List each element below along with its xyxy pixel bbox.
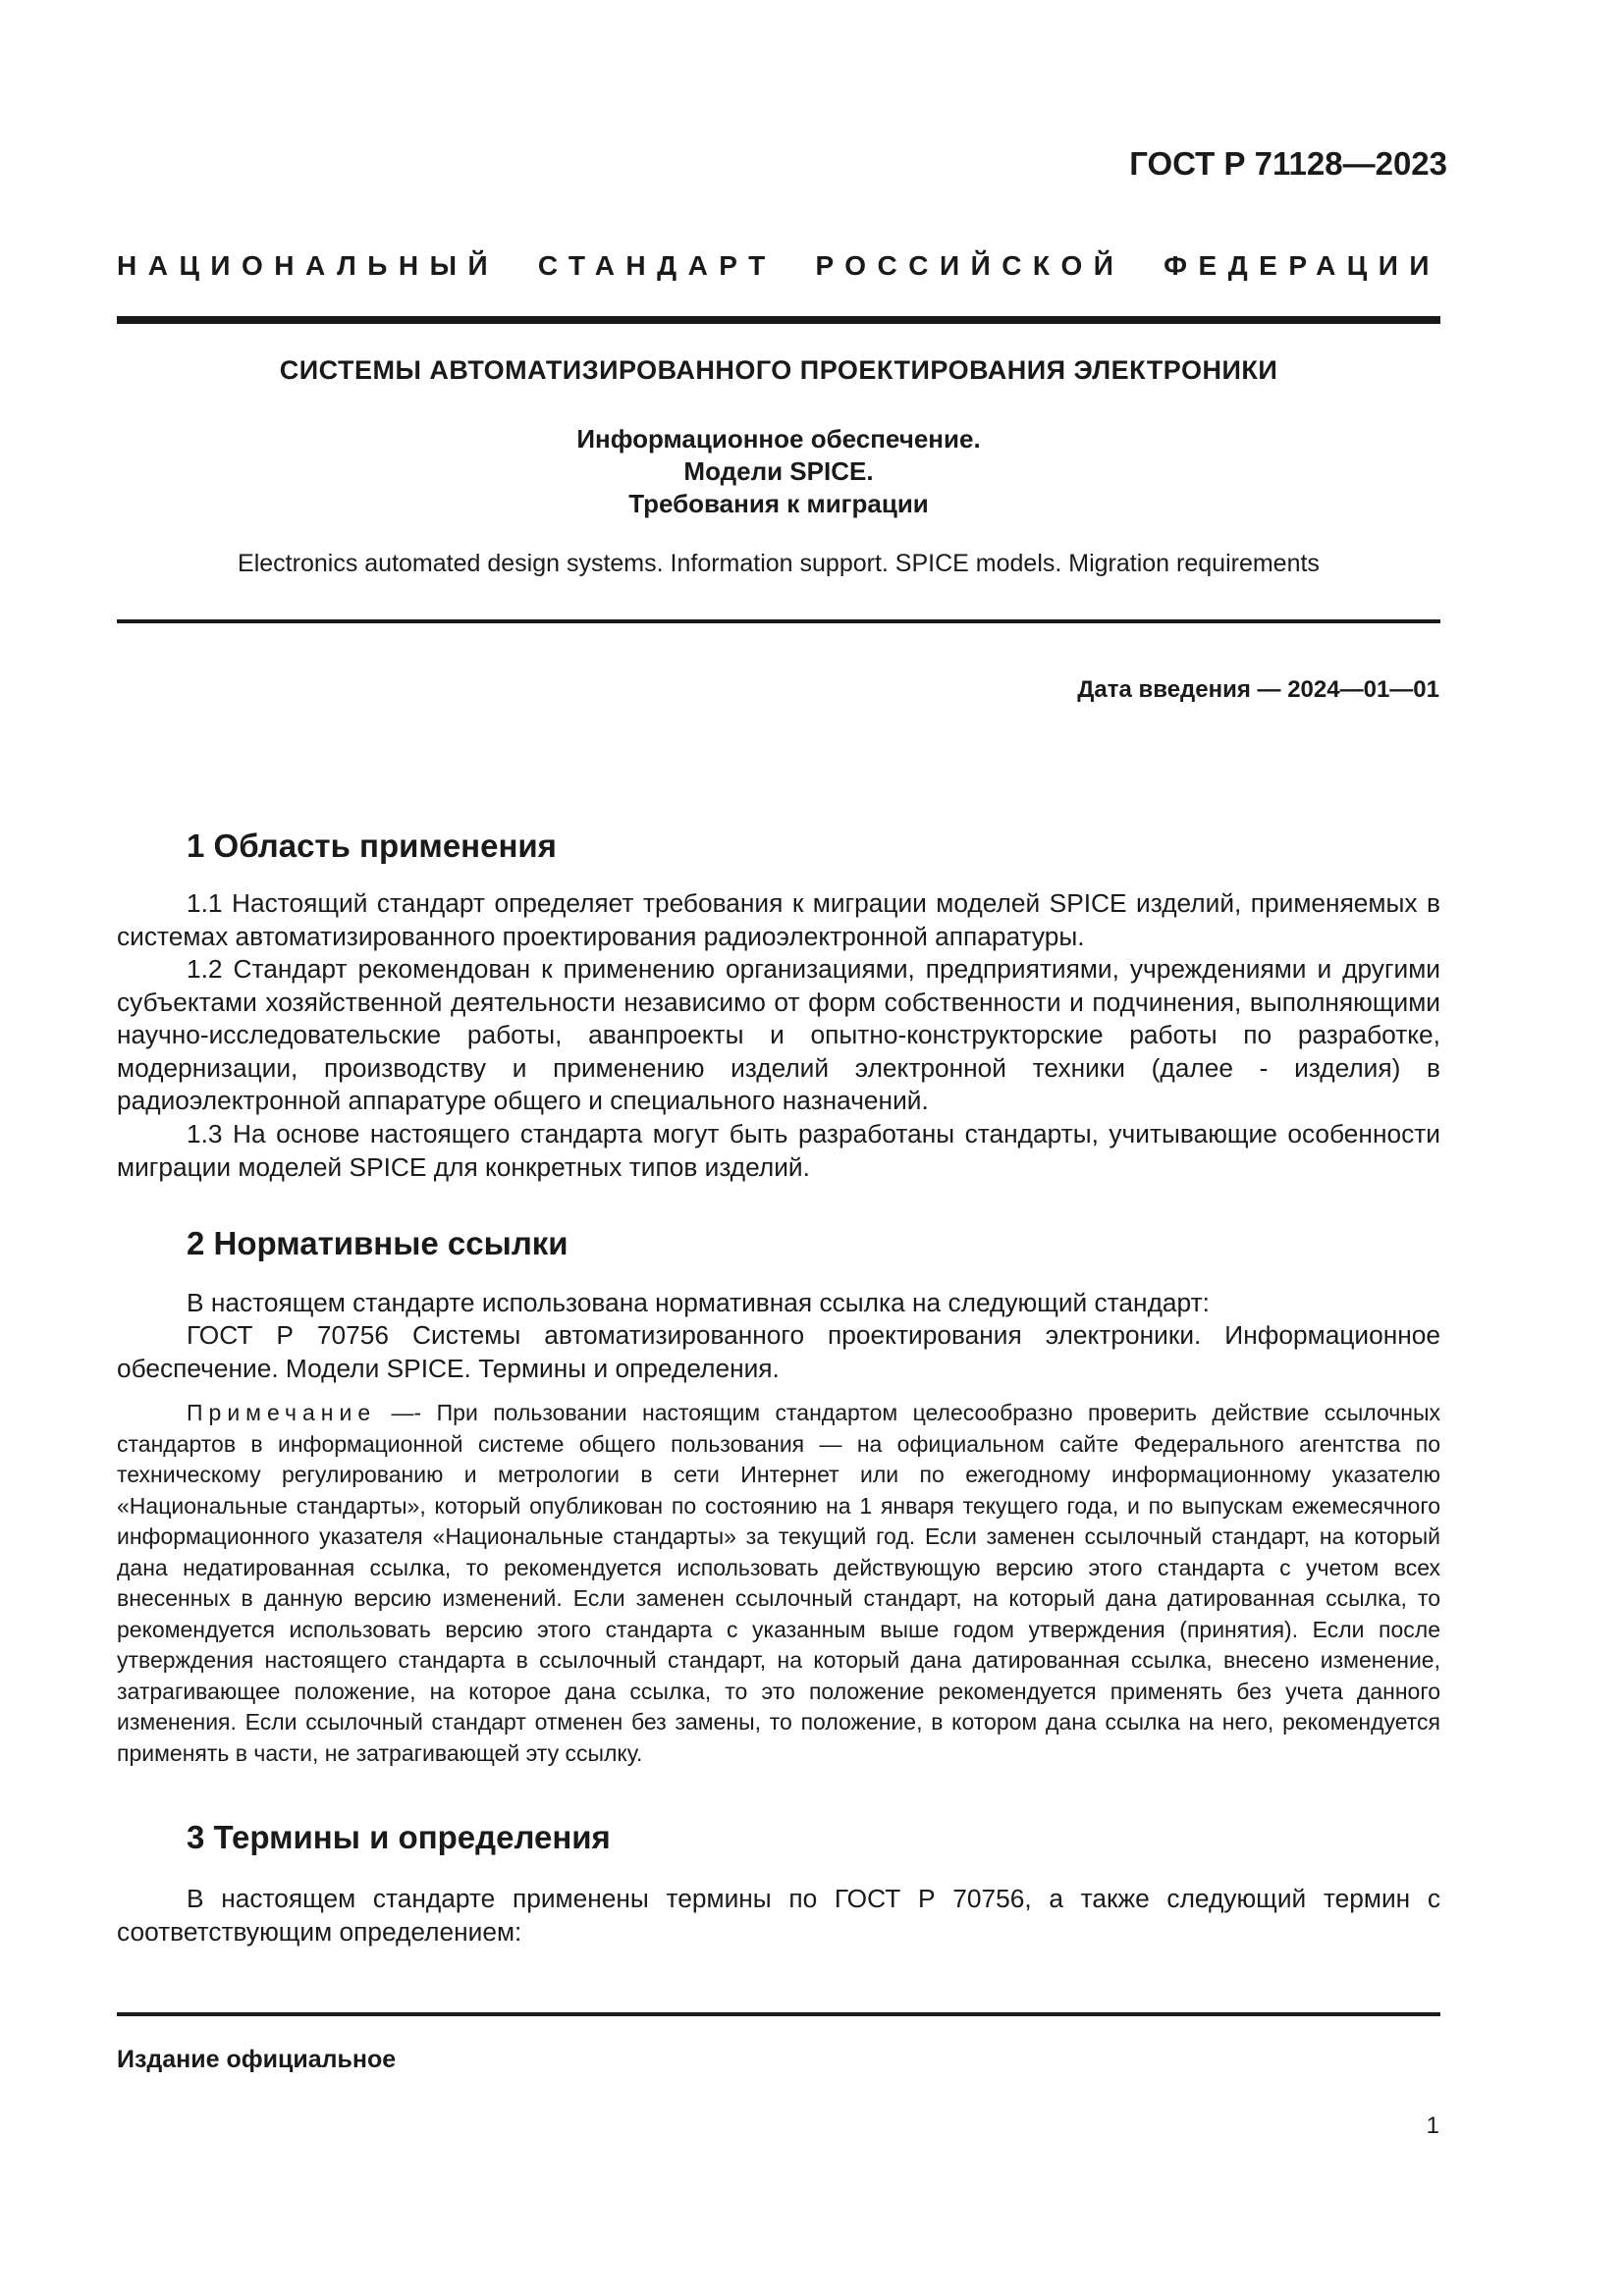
paragraph-2-1: В настоящем стандарте использована нормативная ссылка на следующий стандарт:: [187, 1288, 1210, 1317]
header-rule: [117, 316, 1440, 324]
subtitle-line-3: Требования к миграции: [628, 489, 929, 518]
section-3-heading: 3 Термины и определения: [187, 1819, 611, 1855]
note-paragraph: [117, 1398, 1440, 1769]
section-2-heading: 2 Нормативные ссылки: [187, 1225, 568, 1261]
subtitle-line-1: Информационное обеспечение.: [576, 424, 981, 454]
document-code: ГОСТ Р 71128—2023: [1129, 145, 1447, 182]
subtitle-line-2: Модели SPICE.: [683, 456, 874, 486]
title-rule: [117, 619, 1440, 623]
paragraph-1-2: 1.2 Стандарт рекомендован к применению организациями, предприятиями, учреждениями и другими субъектами хозяйственной деятельности независимо от форм собственности и подчинения, выполняющими научно-исследовательские работы, аванпроекты и опытно-конструкторские работы по разработке, модернизации, производству и применению изделий электронной техники (далее - изделия) в радиоэлектронной аппаратуре общего и специального назначений.: [117, 954, 1440, 1115]
national-standard-banner: НАЦИОНАЛЬНЫЙ СТАНДАРТ РОССИЙСКОЙ ФЕДЕРАЦИИ: [117, 250, 1440, 281]
document-title: СИСТЕМЫ АВТОМАТИЗИРОВАННОГО ПРОЕКТИРОВАНИЯ ЭЛЕКТРОНИКИ: [279, 355, 1278, 385]
english-title: Electronics automated design systems. Information support. SPICE models. Migration requirements: [238, 550, 1320, 577]
paragraph-2-2: ГОСТ Р 70756 Системы автоматизированного проектирования электроники. Информационное обеспечение. Модели SPICE. Термины и определения.: [117, 1320, 1440, 1383]
official-edition-label: Издание официальное: [117, 2046, 397, 2073]
section-1-heading: 1 Область применения: [187, 828, 557, 864]
footer-rule: [117, 2012, 1440, 2016]
paragraph-3-1: В настоящем стандарте применены термины по ГОСТ Р 70756, а также следующий термин с соответствующим определением:: [117, 1884, 1440, 1947]
page-number: 1: [1426, 2112, 1439, 2139]
paragraph-1-1: 1.1 Настоящий стандарт определяет требования к миграции моделей SPICE изделий, применяемых в системах автоматизированного проектирования радиоэлектронной аппаратуры.: [117, 888, 1440, 951]
note-label: Примечание: [187, 1400, 377, 1425]
introduction-date: Дата введения — 2024—01—01: [1077, 676, 1439, 703]
paragraph-1-3: 1.3 На основе настоящего стандарта могут быть разработаны стандарты, учитывающие особенности миграции моделей SPICE для конкретных типов изделий.: [117, 1119, 1440, 1182]
note-text: —- При пользовании настоящим стандартом целесообразно проверить действие ссылочных стандартов в информационной системе общего пользования — на официальном сайте Федерального агентства по техническому регулированию и метрологии в сети Интернет или по ежегодному информационному указателю «Национальные стандарты», который опубликован по состоянию на 1 января текущего года, и по выпускам ежемесячного информационного указателя «Национальные стандарты» за текущий год. Если заменен ссылочный стандарт, на который дана недатированная ссылка, то рекомендуется использовать действующую версию этого стандарта с учетом всех внесенных в данную версию изменений. Если заменен ссылочный стандарт, на который дана датированная ссылка, то рекомендуется использовать версию этого стандарта с указанным выше годом утверждения (принятия). Если после утверждения настоящего стандарта в ссылочный стандарт, на который дана датированная ссылка, внесено изменение, затрагивающее положение, на которое дана ссылка, то это положение рекомендуется применять без учета данного изменения. Если ссылочный стандарт отменен без замены, то положение, в котором дана ссылка на него, рекомендуется применять в части, не затрагивающей эту ссылку.: [117, 1400, 1440, 1766]
